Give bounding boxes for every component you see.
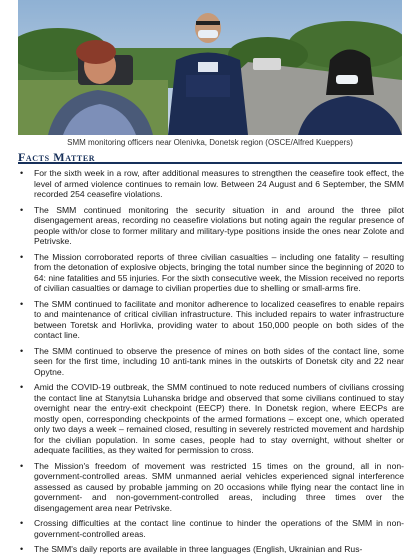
fact-text: The SMM's daily reports are available in three languages (English, Ukrainian and Rus- [34,544,363,554]
fact-text: For the sixth week in a row, after additional measures to strengthen the ceasefire took effect, the level of armed violence continues to remain low. Between 24 August and 6 September, the SMM recorded 254 ceasefire violations. [34,168,404,199]
bullet-icon: • [20,518,24,528]
fact-item [18,252,404,294]
fact-item [18,461,404,514]
fact-text: The SMM continued to observe the presence of mines on both sides of the contact line, some seen for the first time, including 10 anti-tank mines in the outskirts of Donetsk city and 22 near Opytne. [34,345,404,377]
facts-list [18,168,404,560]
fact-item [18,346,404,378]
bullet-icon: • [20,345,24,356]
fact-text: The SMM continued monitoring the security situation in and around the three pilot disengagement areas, recording no ceasefire violations but noting again the regular presence of people with/or close to former military and military-type positions inside the ones near Zolote and Petrivske. [34,204,404,246]
fact-text: The Mission's freedom of movement was restricted 15 times on the ground, all in non-government-controlled areas. SMM unmanned aerial vehicles experienced signal interference assessed as caused by probable jamming on 20 occasions while flying near the contact line in government- and non-government-controlled areas, including three times over the disengagement area near Petrivske. [34,460,404,513]
fact-item [18,544,404,555]
photo-caption: SMM monitoring officers near Olenivka, Donetsk region (OSCE/Alfred Kueppers) [67,138,353,147]
fact-text: Crossing difficulties at the contact line continue to hinder the operations of the SMM in non-government-controlled areas. [34,518,404,539]
bullet-icon: • [20,460,24,471]
fact-text: Amid the COVID-19 outbreak, the SMM continued to note reduced numbers of civilians crossing the contact line at Stanytsia Luhanska bridge and observed that some civilians continued to stay overnight near the entry-exit checkpoint (EECP) there. In Donetsk region, where EECPs are mostly open, corresponding checkpoints of the armed formations – except one, which operated only two days a week – remained closed, resulting in severely restricted movement and hardship for the civilian population. In some cases, people had to stay overnight, without shelter or adequate facilities, as they waited for permission to cross. [34,382,404,455]
fact-text: The SMM continued to facilitate and monitor adherence to localized ceasefires to enable repairs to and maintenance of critical civilian infrastructure. This included repairs to water infrastructure between Toretsk and Horlivka, providing water to about 150,000 people on both sides of the contact line. [34,298,404,340]
fact-item [18,205,404,247]
field-photo-image [18,0,402,135]
bullet-icon: • [20,168,24,178]
bullet-icon: • [20,204,24,215]
fact-item [18,518,404,539]
fact-item [18,168,404,200]
section-heading [18,148,402,164]
fact-item [18,299,404,341]
bullet-icon: • [20,251,24,262]
bullet-icon: • [20,298,24,309]
fact-item [18,382,404,456]
bullet-icon: • [20,382,24,392]
fact-text: The Mission corroborated reports of three civilian casualties – including one fatality – resulting from the detonation of explosive objects, bringing the total number since the beginning of 2020 to 64: nine fatalities and 55 injuries. For the sixth consecutive week, the Mission received no reports of civilian casualties or damage to civilian properties due to shelling or small-arms fire. [34,251,404,293]
field-photo [18,0,402,135]
section-heading-text: Facts Matter [18,150,96,164]
bullet-icon: • [20,544,24,554]
